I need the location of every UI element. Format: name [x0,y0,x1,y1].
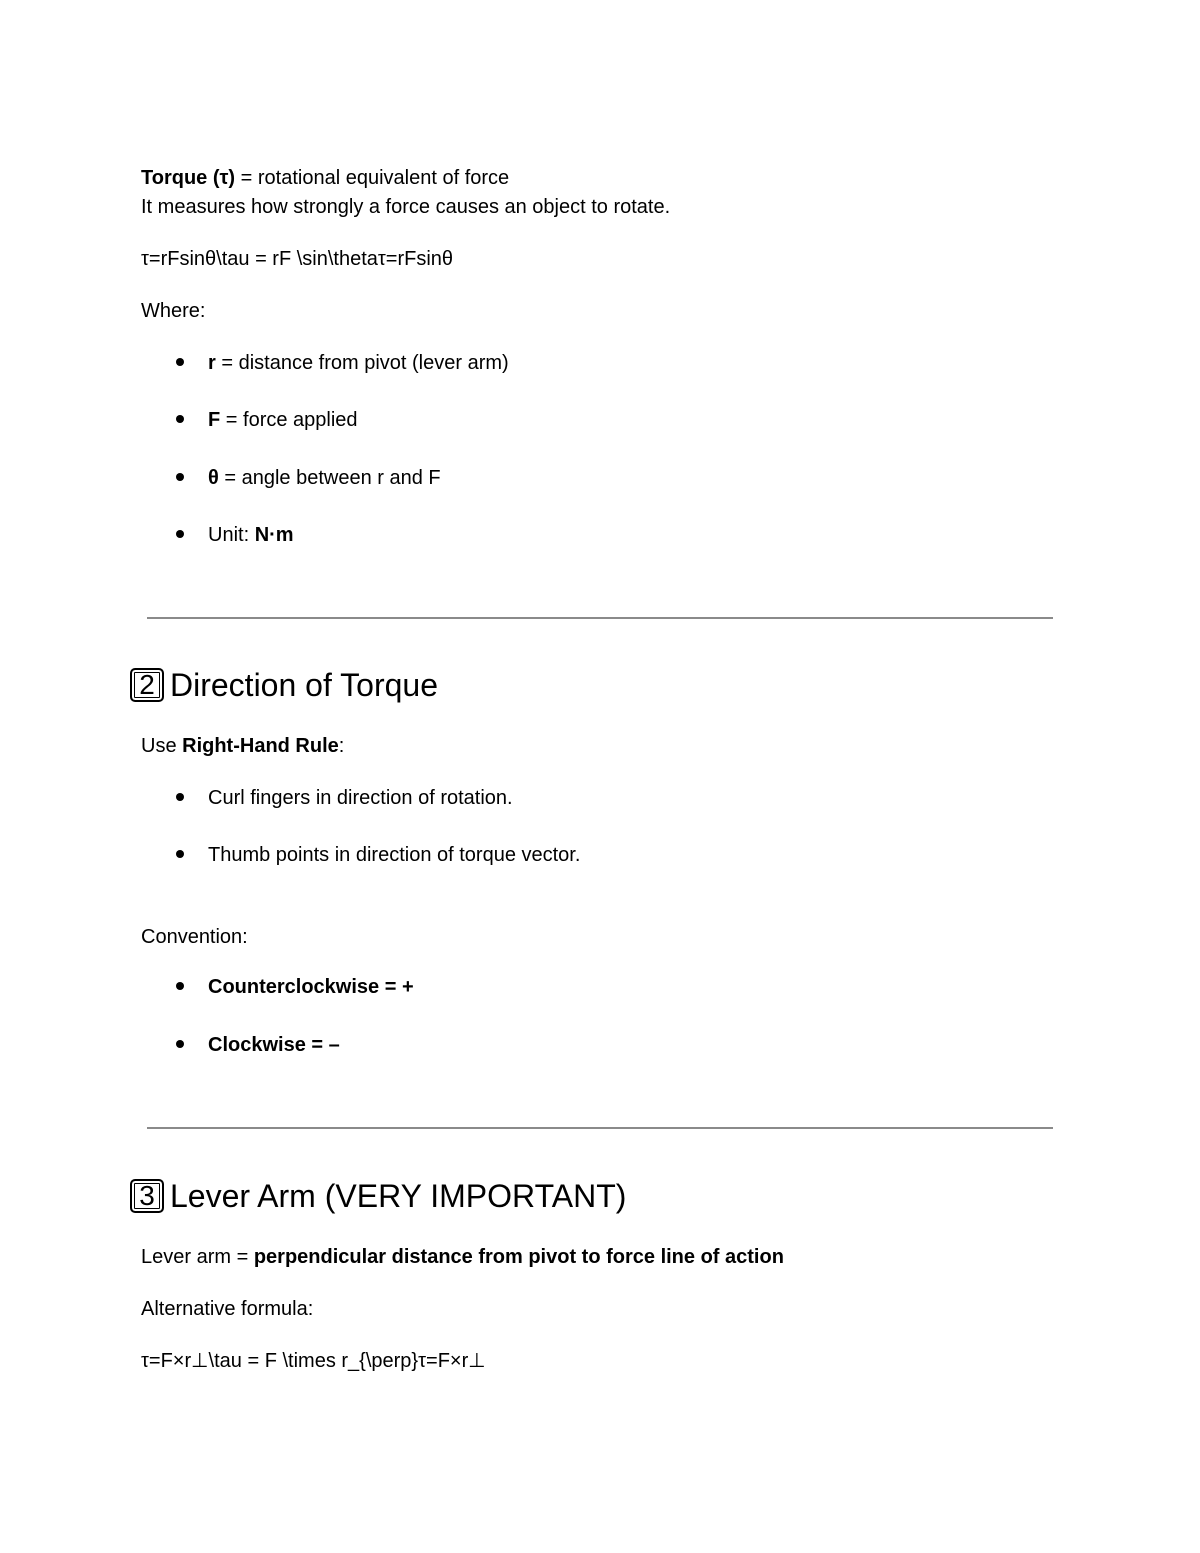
bullet-icon [176,1040,184,1048]
torque-term: Torque (τ) [141,167,236,189]
alternative-formula: τ=F×r⊥\tau = F \times r_{\perp}τ=F×r⊥ [141,1350,486,1372]
lever-arm-definition-line [141,1245,784,1269]
bullet-icon [176,415,184,423]
bullet-icon [176,982,184,990]
lever-definition: perpendicular distance from pivot to force line of action [253,1246,784,1268]
variable-description: = distance from pivot (lever arm) [215,352,509,374]
torque-explanation: It measures how strongly a force causes an object to rotate. [141,196,671,218]
unit-value: N·m [254,524,294,546]
where-label: Where: [141,300,206,322]
variable-description: = angle between r and F [218,467,441,489]
list-item-convention [176,1033,340,1057]
variable-description: = force applied [220,409,358,431]
convention-text: Clockwise = – [208,1034,340,1056]
right-hand-rule-line [141,734,344,758]
list-item-step [176,786,513,810]
bullet-icon [176,530,184,538]
section-2-title: Direction of Torque [170,667,438,703]
variable-symbol: r [208,352,216,374]
variable-symbol: F [208,409,221,431]
bullet-icon [176,473,184,481]
use-prefix: Use [141,735,183,757]
torque-formula: τ=rFsinθ\tau = rF \sin\thetaτ=rFsinθ [141,248,454,270]
alternative-formula-label: Alternative formula: [141,1298,314,1320]
section-3-title: Lever Arm (VERY IMPORTANT) [170,1178,627,1214]
list-item-variable-theta [176,466,441,490]
torque-definition: = rotational equivalent of force [235,167,510,189]
section-3-heading [130,1176,626,1216]
number-3-icon: 3 [130,1179,164,1213]
list-item-variable-f [176,408,358,432]
rule-name: Right-Hand Rule [182,735,339,757]
torque-definition-line [141,166,509,190]
horizontal-divider [147,617,1053,619]
number-2-icon: 2 [130,668,164,702]
list-item-unit [176,523,294,547]
convention-label: Convention: [141,926,248,948]
step-text: Thumb points in direction of torque vector. [208,844,581,866]
bullet-icon [176,793,184,801]
variable-symbol: θ [208,467,219,489]
list-item-variable-r [176,351,509,375]
bullet-icon [176,850,184,858]
bullet-icon [176,358,184,366]
lever-prefix: Lever arm = [141,1246,254,1268]
section-2-heading [130,665,438,705]
convention-text: Counterclockwise = + [208,976,414,998]
use-suffix: : [338,735,345,757]
list-item-step [176,843,580,867]
list-item-convention [176,975,414,999]
unit-label: Unit: [208,524,255,546]
horizontal-divider [147,1127,1053,1129]
step-text: Curl fingers in direction of rotation. [208,787,513,809]
